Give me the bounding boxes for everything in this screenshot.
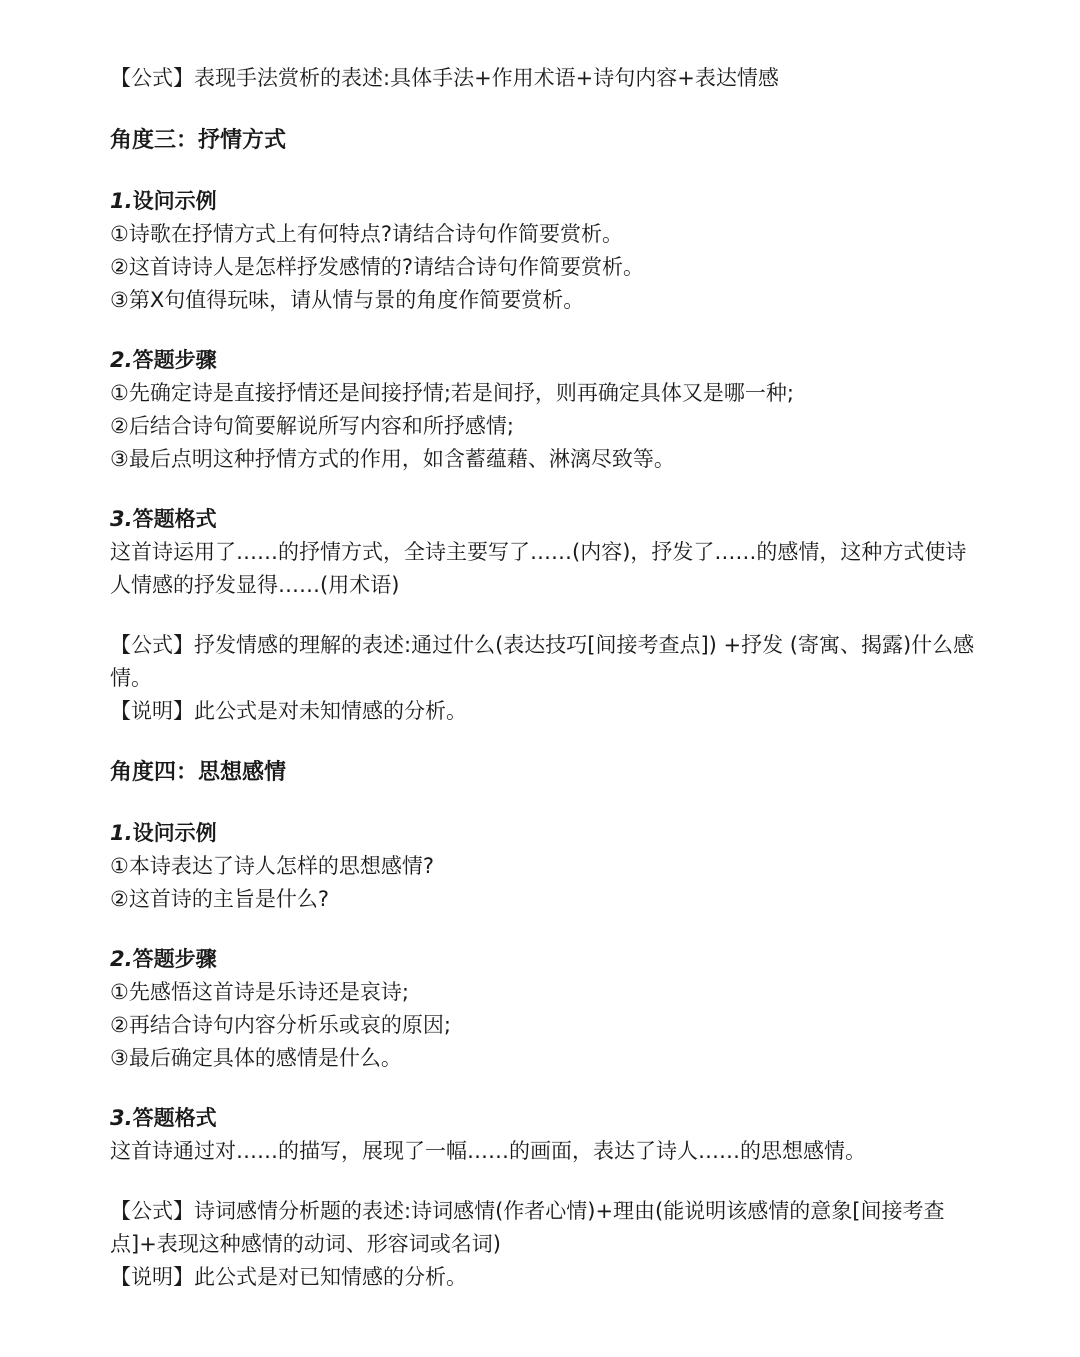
angle4-q-example-label: 设问示例 xyxy=(132,821,217,845)
angle4-format-num: 3. xyxy=(110,1106,133,1130)
angle3-steps-item: ③最后点明这种抒情方式的作用，如含蓄蕴藉、淋漓尽致等。 xyxy=(110,447,675,471)
angle4-format-text: 这首诗通过对……的描写，展现了一幅……的画面，表达了诗人……的思想感情。 xyxy=(110,1139,866,1163)
intro-formula: 【公式】表现手法赏析的表述:具体手法+作用术语+诗句内容+表达情感 xyxy=(110,66,779,90)
angle3-title: 角度三：抒情方式 xyxy=(110,128,287,153)
angle3-steps-label: 答题步骤 xyxy=(132,348,217,372)
angle3-q-example-num: 1. xyxy=(110,189,133,213)
angle4-steps-num: 2. xyxy=(110,947,133,971)
angle4-q-example-heading xyxy=(110,817,980,850)
angle3-steps-heading xyxy=(110,344,980,377)
angle3-format-text: 这首诗运用了……的抒情方式，全诗主要写了……(内容)，抒发了……的感情，这种方式使诗人情感的抒发显得……(用术语) xyxy=(110,540,967,597)
angle4-steps-item: ②再结合诗句内容分析乐或哀的原因; xyxy=(110,1013,451,1037)
angle3-q-example-item: ②这首诗诗人是怎样抒发感情的?请结合诗句作简要赏析。 xyxy=(110,255,644,279)
angle4-q-example-num: 1. xyxy=(110,821,133,845)
angle4-q-example-item: ①本诗表达了诗人怎样的思想感情? xyxy=(110,854,434,878)
angle3-formula: 【公式】抒发情感的理解的表述:通过什么(表达技巧[间接考查点]) +抒发 (寄寓、揭露)什么感情。 xyxy=(110,633,975,690)
angle3-note: 【说明】此公式是对未知情感的分析。 xyxy=(110,699,467,723)
angle4-q-example-item: ②这首诗的主旨是什么? xyxy=(110,887,329,911)
angle4-steps-heading xyxy=(110,943,980,976)
angle3-steps-num: 2. xyxy=(110,348,133,372)
angle3-format-label: 答题格式 xyxy=(132,507,217,531)
angle4-format-heading xyxy=(110,1102,980,1135)
angle4-steps-item: ①先感悟这首诗是乐诗还是哀诗; xyxy=(110,980,409,1004)
angle3-q-example-item: ①诗歌在抒情方式上有何特点?请结合诗句作简要赏析。 xyxy=(110,222,623,246)
angle3-steps-item: ②后结合诗句简要解说所写内容和所抒感情; xyxy=(110,414,514,438)
angle3-q-example-label: 设问示例 xyxy=(132,189,217,213)
angle4-formula: 【公式】诗词感情分析题的表述:诗词感情(作者心情)+理由(能说明该感情的意象[间接考查点]+表现这种感情的动词、形容词或名词) xyxy=(110,1199,945,1256)
angle4-title: 角度四：思想感情 xyxy=(110,760,287,785)
angle3-steps-item: ①先确定诗是直接抒情还是间接抒情;若是间抒，则再确定具体又是哪一种; xyxy=(110,381,794,405)
angle4-steps-item: ③最后确定具体的感情是什么。 xyxy=(110,1046,402,1070)
angle3-format-heading xyxy=(110,503,980,536)
angle4-note: 【说明】此公式是对已知情感的分析。 xyxy=(110,1265,467,1289)
angle3-q-example-heading xyxy=(110,185,980,218)
angle3-format-num: 3. xyxy=(110,507,133,531)
angle3-q-example-item: ③第X句值得玩味，请从情与景的角度作简要赏析。 xyxy=(110,288,585,312)
angle4-format-label: 答题格式 xyxy=(132,1106,217,1130)
angle4-steps-label: 答题步骤 xyxy=(132,947,217,971)
